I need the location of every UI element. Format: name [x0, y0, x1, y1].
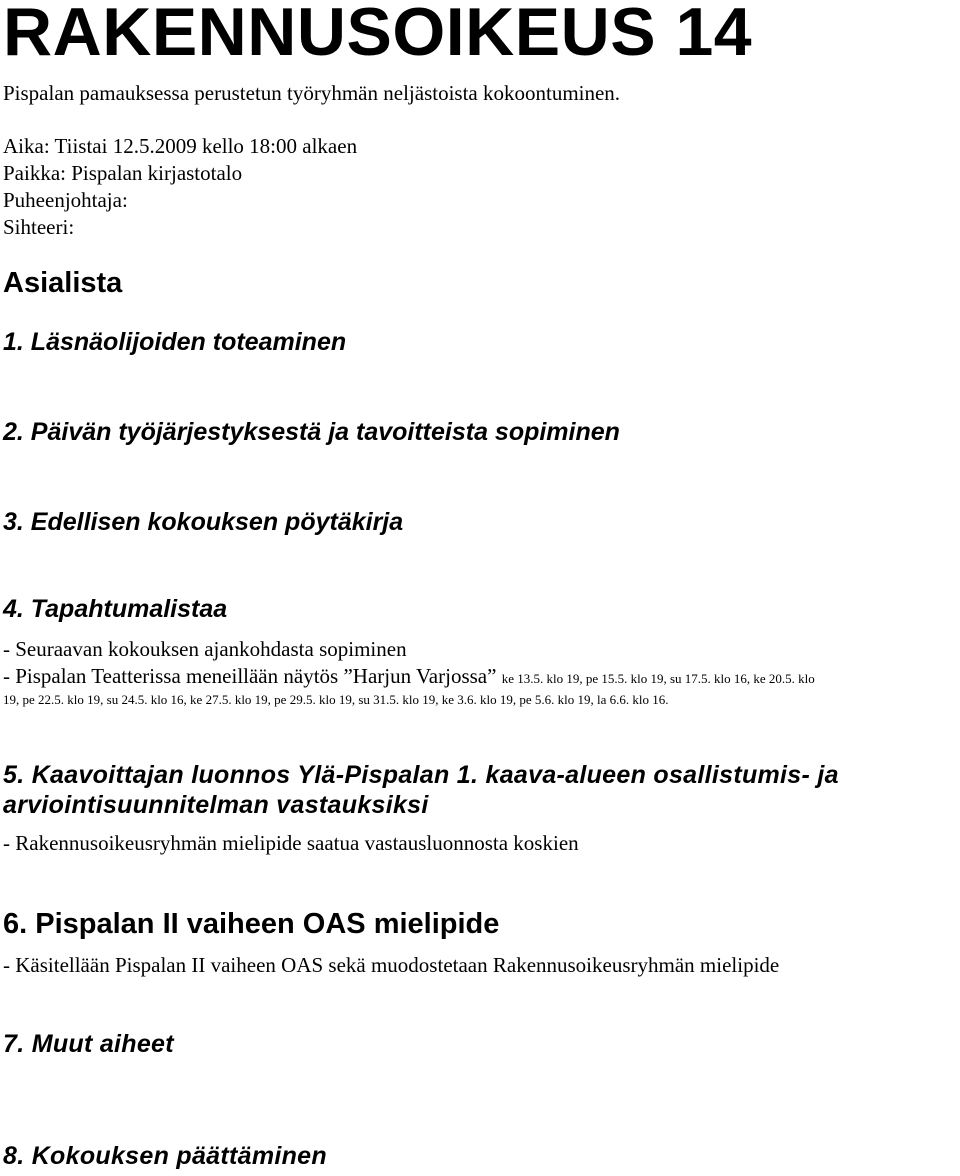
agenda-item-4-line-2	[3, 663, 815, 692]
show-dates-part-2: 19, pe 22.5. klo 19, su 24.5. klo 16, ke 27.5. klo 19, pe 29.5. klo 19, su 31.5. klo 19, ke 3.6. klo 19, pe 5.6. klo 19, la 6.6. klo 16.	[3, 692, 669, 707]
agenda-item-6-line-1: - Käsitellään Pispalan II vaiheen OAS sekä muodostetaan Rakennusoikeusryhmän mielipide	[3, 953, 780, 977]
agenda-heading: Asialista	[3, 267, 123, 299]
show-dates-part-1: ke 13.5. klo 19, pe 15.5. klo 19, su 17.5. klo 16, ke 20.5. klo	[501, 671, 815, 686]
meeting-secretary: Sihteeri:	[3, 215, 75, 239]
agenda-item-5-heading-line-1: 5. Kaavoittajan luonnos Ylä-Pispalan 1. kaava-alueen osallistumis- ja	[3, 761, 839, 789]
agenda-item-2-heading: 2. Päivän työjärjestyksestä ja tavoitteista sopiminen	[3, 418, 620, 446]
document-subtitle: Pispalan pamauksessa perustetun työryhmän neljästoista kokoontuminen.	[3, 81, 621, 105]
agenda-item-5-heading-line-2: arviointisuunnitelman vastauksiksi	[3, 791, 429, 819]
agenda-item-1-heading: 1. Läsnäolijoiden toteaminen	[3, 328, 347, 356]
meeting-place: Paikka: Pispalan kirjastotalo	[3, 161, 243, 185]
agenda-item-4-line-1: - Seuraavan kokouksen ajankohdasta sopiminen	[3, 637, 407, 661]
agenda-item-6-heading: 6. Pispalan II vaiheen OAS mielipide	[3, 908, 500, 940]
agenda-item-4-heading: 4. Tapahtumalistaa	[3, 595, 228, 623]
agenda-item-3-heading: 3. Edellisen kokouksen pöytäkirja	[3, 508, 404, 536]
document-title: RAKENNUSOIKEUS 14	[3, 0, 753, 70]
meeting-time: Aika: Tiistai 12.5.2009 kello 18:00 alkaen	[3, 134, 358, 158]
agenda-item-7-heading: 7. Muut aiheet	[3, 1030, 174, 1058]
meeting-chair: Puheenjohtaja:	[3, 188, 128, 212]
agenda-item-8-heading: 8. Kokouksen päättäminen	[3, 1142, 327, 1170]
agenda-item-5-line-1: - Rakennusoikeusryhmän mielipide saatua vastausluonnosta koskien	[3, 831, 579, 855]
play-announcement: - Pispalan Teatterissa meneillään näytös ”Harjun Varjossa”	[3, 664, 497, 688]
